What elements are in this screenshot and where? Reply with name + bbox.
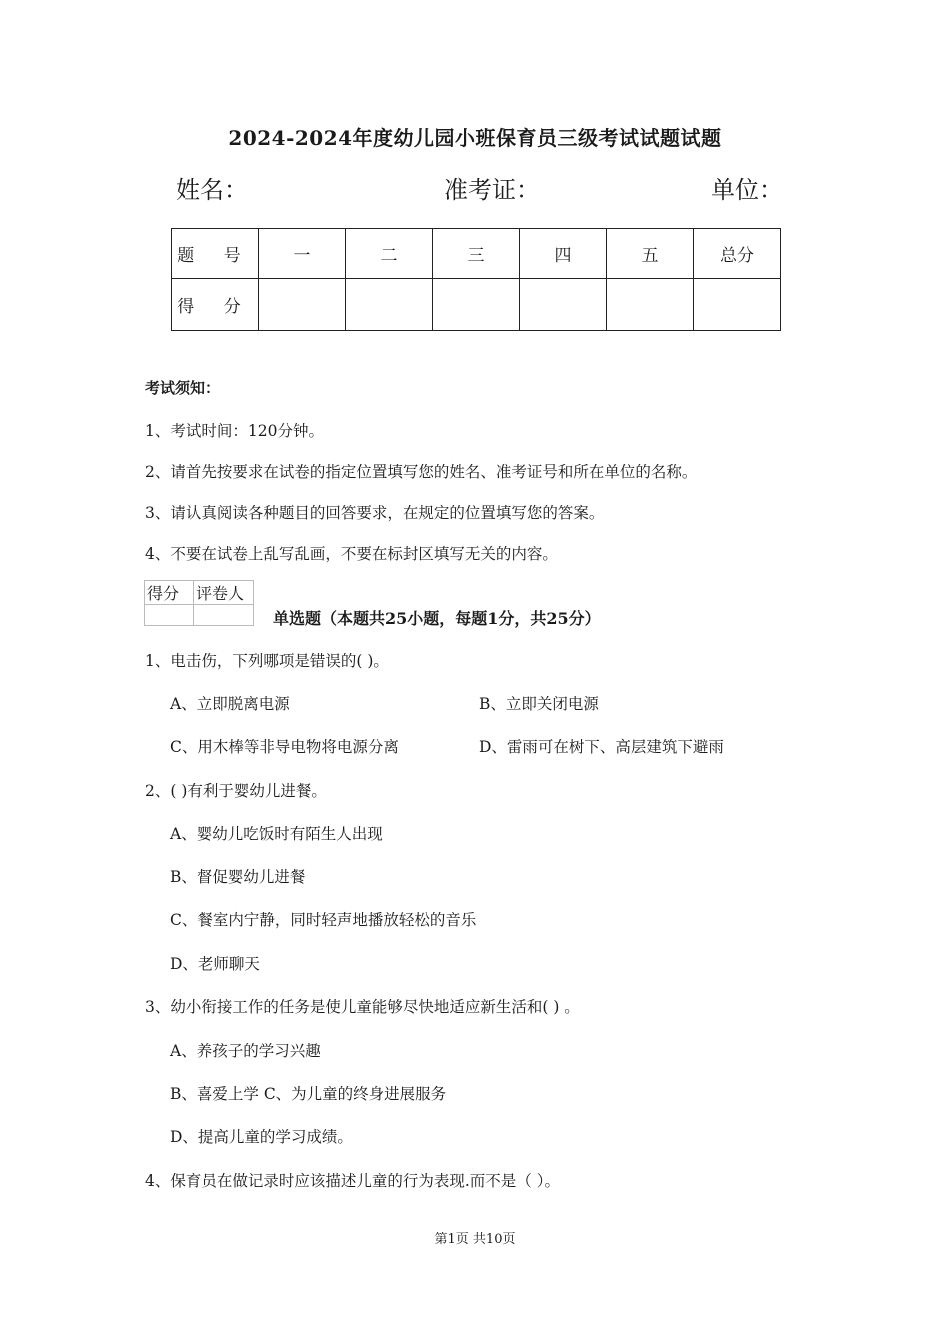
page-footer: 第1页 共10页 (434, 1232, 516, 1247)
grader-box (144, 580, 254, 626)
score-cell-4[interactable] (520, 279, 607, 331)
question-stem: 1、电击伤，下列哪项是错误的( )。 (145, 652, 389, 670)
score-table-score-label: 得 分 (172, 279, 259, 331)
grader-score-label: 得分 (145, 581, 194, 605)
score-table-header-total: 总分 (694, 229, 781, 279)
score-table (171, 228, 781, 331)
score-table-header-1: 一 (259, 229, 346, 279)
unit-field-label: 单位： (711, 176, 783, 204)
score-cell-total[interactable] (694, 279, 781, 331)
notice-item: 2、请首先按要求在试卷的指定位置填写您的姓名、准考证号和所在单位的名称。 (145, 463, 698, 481)
question-option: B、督促婴幼儿进餐 (170, 868, 306, 886)
grader-reviewer-cell[interactable] (194, 605, 254, 626)
question-option: B、立即关闭电源 (479, 695, 599, 713)
question-stem: 4、保育员在做记录时应该描述儿童的行为表现.而不是（ ）。 (145, 1172, 560, 1190)
question-option: D、老师聊天 (170, 955, 260, 973)
grader-score-cell[interactable] (145, 605, 194, 626)
section-title: 单选题（本题共25小题，每题1分，共25分） (273, 609, 601, 628)
score-cell-2[interactable] (346, 279, 433, 331)
score-cell-5[interactable] (607, 279, 694, 331)
score-table-header-label: 题 号 (172, 229, 259, 279)
score-table-header-3: 三 (433, 229, 520, 279)
score-cell-3[interactable] (433, 279, 520, 331)
notice-item: 4、不要在试卷上乱写乱画，不要在标封区填写无关的内容。 (145, 545, 558, 563)
score-table-header-2: 二 (346, 229, 433, 279)
score-table-header-5: 五 (607, 229, 694, 279)
exam-id-field-label: 准考证： (444, 176, 540, 204)
question-stem: 3、幼小衔接工作的任务是使儿童能够尽快地适应新生活和( ) 。 (145, 998, 580, 1016)
notice-heading: 考试须知： (145, 379, 221, 397)
question-option: C、用木棒等非导电物将电源分离 (170, 738, 399, 756)
document-title: 2024-2024年度幼儿园小班保育员三级考试试题试题 (228, 126, 722, 150)
question-option: C、餐室内宁静，同时轻声地播放轻松的音乐 (170, 911, 477, 929)
score-cell-1[interactable] (259, 279, 346, 331)
question-option: D、提高儿童的学习成绩。 (170, 1128, 353, 1146)
name-field-label: 姓名： (176, 176, 248, 204)
question-option: B、喜爱上学 C、为儿童的终身进展服务 (170, 1085, 447, 1103)
question-option: A、养孩子的学习兴趣 (170, 1042, 321, 1060)
notice-item: 1、考试时间：120分钟。 (145, 422, 324, 440)
question-option: A、婴幼儿吃饭时有陌生人出现 (170, 825, 383, 843)
grader-reviewer-label: 评卷人 (194, 581, 254, 605)
question-stem: 2、( )有利于婴幼儿进餐。 (145, 782, 327, 800)
notice-item: 3、请认真阅读各种题目的回答要求，在规定的位置填写您的答案。 (145, 504, 605, 522)
question-option: D、雷雨可在树下、高层建筑下避雨 (479, 738, 724, 756)
question-option: A、立即脱离电源 (170, 695, 290, 713)
score-table-header-4: 四 (520, 229, 607, 279)
